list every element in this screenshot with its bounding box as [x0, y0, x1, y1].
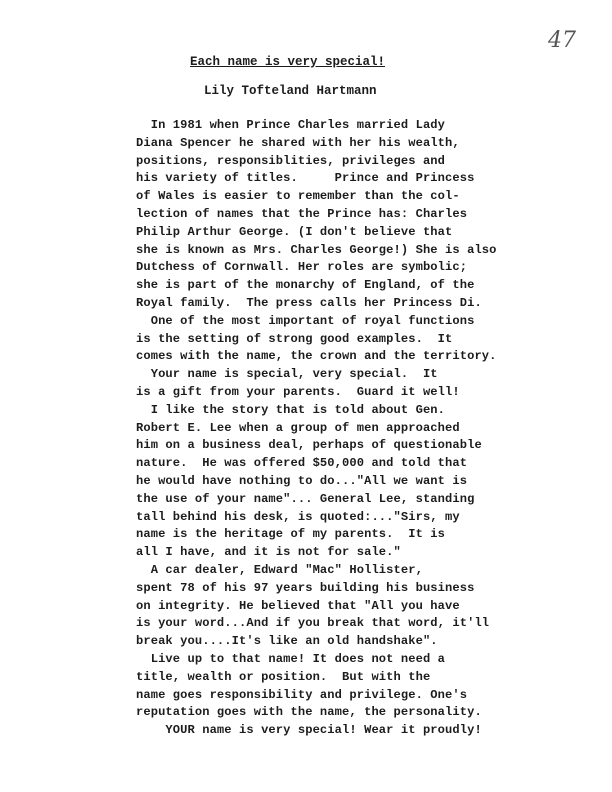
text-line: YOUR name is very special! Wear it proudly!: [136, 723, 482, 738]
text-line: Robert E. Lee when a group of men approached: [136, 420, 460, 435]
text-line: she is part of the monarchy of England, of the: [136, 278, 475, 293]
document-title: Each name is very special!: [190, 55, 386, 69]
text-line: tall behind his desk, is quoted:..."Sirs, my: [136, 509, 460, 524]
text-line: Your name is special, very special. It: [136, 367, 438, 382]
text-line: nature. He was offered $50,000 and told that: [136, 456, 468, 471]
text-line: In 1981 when Prince Charles married Lady: [136, 118, 446, 132]
text-line: on integrity. He believed that "All you have: [136, 598, 460, 613]
text-line: she is known as Mrs. Charles George!) She is also: [136, 242, 497, 257]
text-line: Dutchess of Cornwall. Her roles are symbolic;: [136, 260, 468, 275]
author-name: Lily Tofteland Hartmann: [204, 84, 377, 98]
text-line: spent 78 of his 97 years building his business: [136, 580, 475, 595]
text-line: the use of your name"... General Lee, standing: [136, 491, 475, 506]
text-line: One of the most important of royal functions: [136, 313, 475, 328]
text-line: title, wealth or position. But with the: [136, 669, 431, 684]
text-line: Royal family. The press calls her Princess Di.: [136, 295, 482, 310]
text-line: Live up to that name! It does not need a: [136, 651, 446, 666]
text-line: of Wales is easier to remember than the col-: [136, 189, 460, 204]
text-line: is your word...And if you break that word, it'll: [136, 616, 490, 631]
text-line: reputation goes with the name, the personality.: [136, 705, 482, 720]
text-line: him on a business deal, perhaps of questionable: [136, 438, 482, 453]
text-line: his variety of titles. Prince and Princess: [136, 171, 475, 186]
text-line: A car dealer, Edward "Mac" Hollister,: [136, 562, 423, 577]
text-line: Philip Arthur George. (I don't believe that: [136, 224, 453, 239]
page-number: 47: [548, 28, 576, 53]
text-line: name is the heritage of my parents. It is: [136, 527, 446, 542]
text-line: is the setting of strong good examples. It: [136, 331, 453, 346]
text-line: Diana Spencer he shared with her his wealth,: [136, 135, 460, 150]
text-line: positions, responsiblities, privileges and: [136, 153, 446, 168]
text-line: comes with the name, the crown and the territory.: [136, 349, 497, 364]
text-line: I like the story that is told about Gen.: [136, 402, 446, 417]
text-line: name goes responsibility and privilege. One's: [136, 687, 468, 702]
text-line: lection of names that the Prince has: Charles: [136, 206, 468, 221]
text-line: all I have, and it is not for sale.": [136, 545, 401, 560]
text-line: is a gift from your parents. Guard it well!: [136, 384, 460, 399]
body-text: [136, 117, 516, 740]
text-line: break you....It's like an old handshake".: [136, 634, 438, 649]
text-line: he would have nothing to do..."All we want is: [136, 473, 468, 488]
